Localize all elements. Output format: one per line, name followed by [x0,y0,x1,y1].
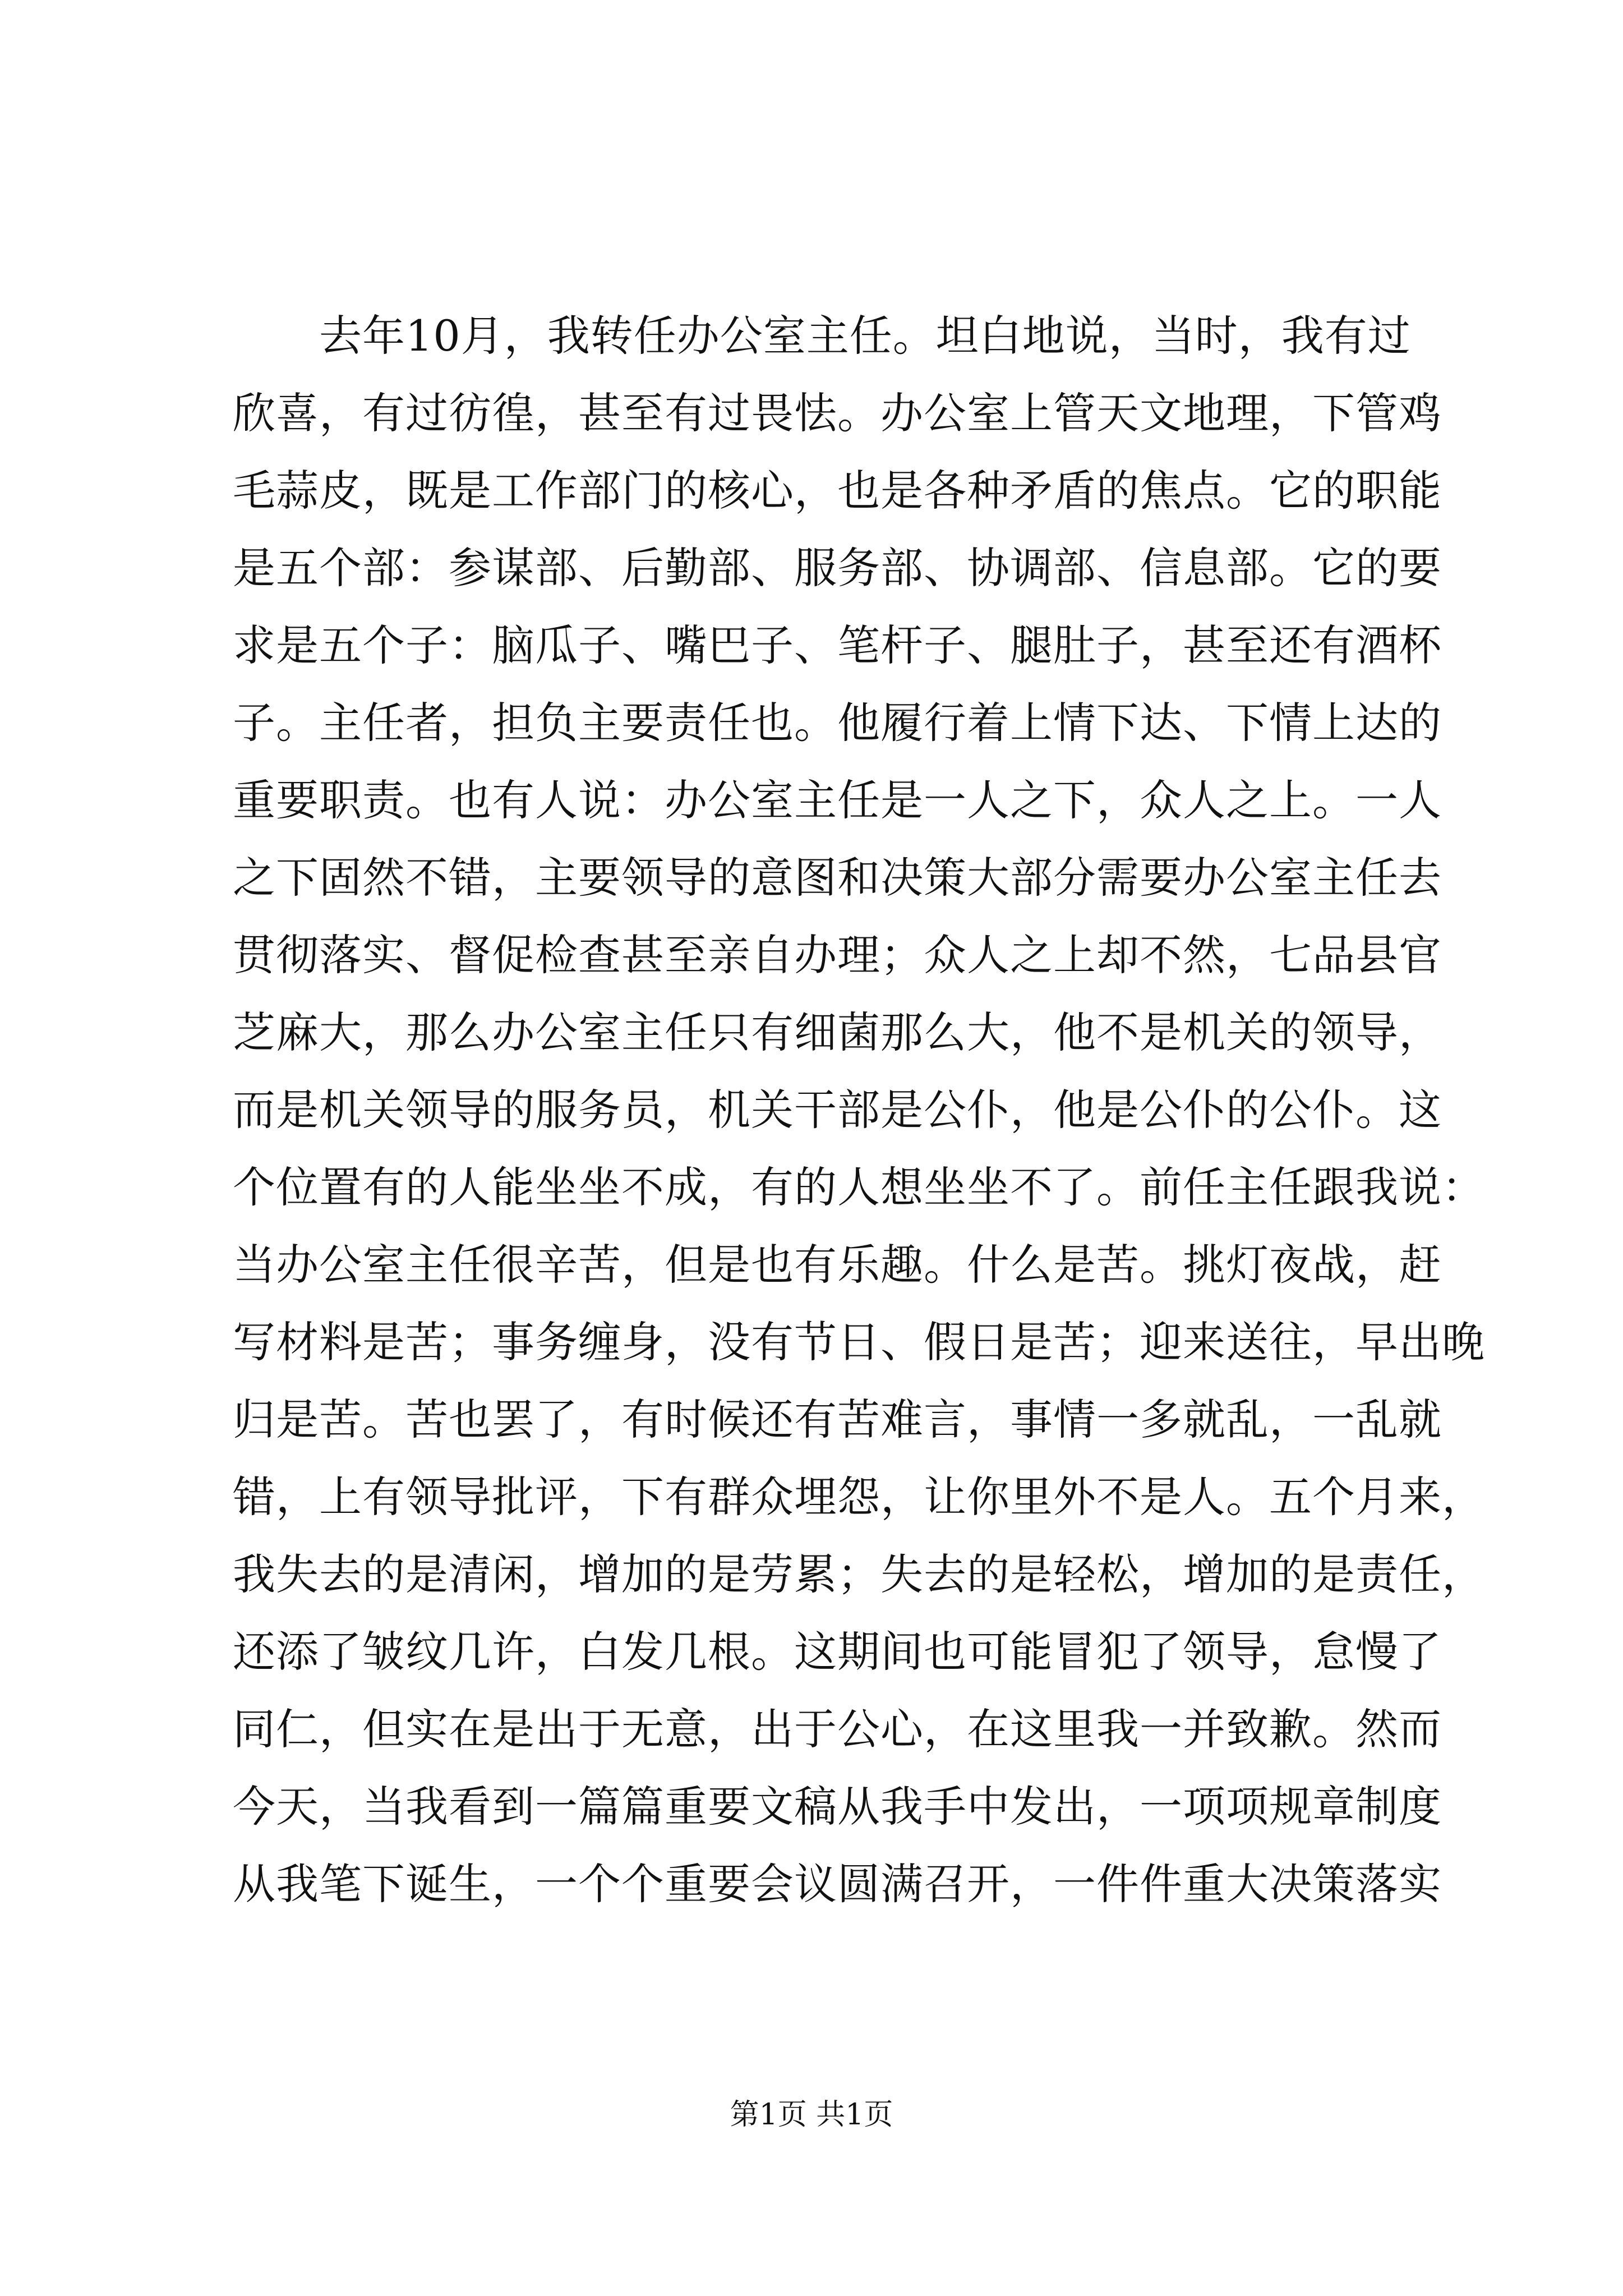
body-paragraph [233,297,1485,1923]
text-line: 当办公室主任很辛苦，但是也有乐趣。什么是苦。挑灯夜战，赶 [233,1240,1442,1290]
text-line: 今天，当我看到一篇篇重要文稿从我手中发出，一项项规章制度 [233,1782,1442,1832]
text-line: 贯彻落实、督促检查甚至亲自办理；众人之上却不然，七品县官 [233,930,1442,980]
text-line: 毛蒜皮，既是工作部门的核心，也是各种矛盾的焦点。它的职能 [233,466,1442,516]
text-line: 写材料是苦；事务缠身，没有节日、假日是苦；迎来送往，早出晚 [233,1317,1485,1367]
text-line: 欣喜，有过彷徨，甚至有过畏怯。办公室上管天文地理，下管鸡 [233,388,1442,438]
text-line: 是五个部：参谋部、后勤部、服务部、协调部、信息部。它的要 [233,543,1442,593]
text-line: 重要职责。也有人说：办公室主任是一人之下，众人之上。一人 [233,775,1442,825]
text-line: 之下固然不错，主要领导的意图和决策大部分需要办公室主任去 [233,853,1442,903]
text-line: 求是五个子：脑瓜子、嘴巴子、笔杆子、腿肚子，甚至还有酒杯 [233,620,1442,670]
text-line: 个位置有的人能坐坐不成，有的人想坐坐不了。前任主任跟我说： [233,1162,1485,1212]
page-number-footer: 第1页 共1页 [730,2098,893,2132]
text-line: 同仁，但实在是出于无意，出于公心，在这里我一并致歉。然而 [233,1704,1442,1754]
text-line: 还添了皱纹几许，白发几根。这期间也可能冒犯了领导，怠慢了 [233,1627,1442,1677]
text-line: 从我笔下诞生，一个个重要会议圆满召开，一件件重大决策落实 [233,1859,1442,1909]
text-line: 去年10月，我转任办公室主任。坦白地说，当时，我有过 [233,311,1411,361]
text-line: 归是苦。苦也罢了，有时候还有苦难言，事情一多就乱，一乱就 [233,1395,1442,1444]
text-line: 而是机关领导的服务员，机关干部是公仆，他是公仆的公仆。这 [233,1085,1442,1135]
text-line: 子。主任者，担负主要责任也。他履行着上情下达、下情上达的 [233,698,1442,748]
text-line: 错，上有领导批评，下有群众埋怨，让你里外不是人。五个月来， [233,1472,1485,1522]
text-line: 芝麻大，那么办公室主任只有细菌那么大，他不是机关的领导， [233,1007,1442,1057]
text-line: 我失去的是清闲，增加的是劳累；失去的是轻松，增加的是责任， [233,1549,1485,1599]
